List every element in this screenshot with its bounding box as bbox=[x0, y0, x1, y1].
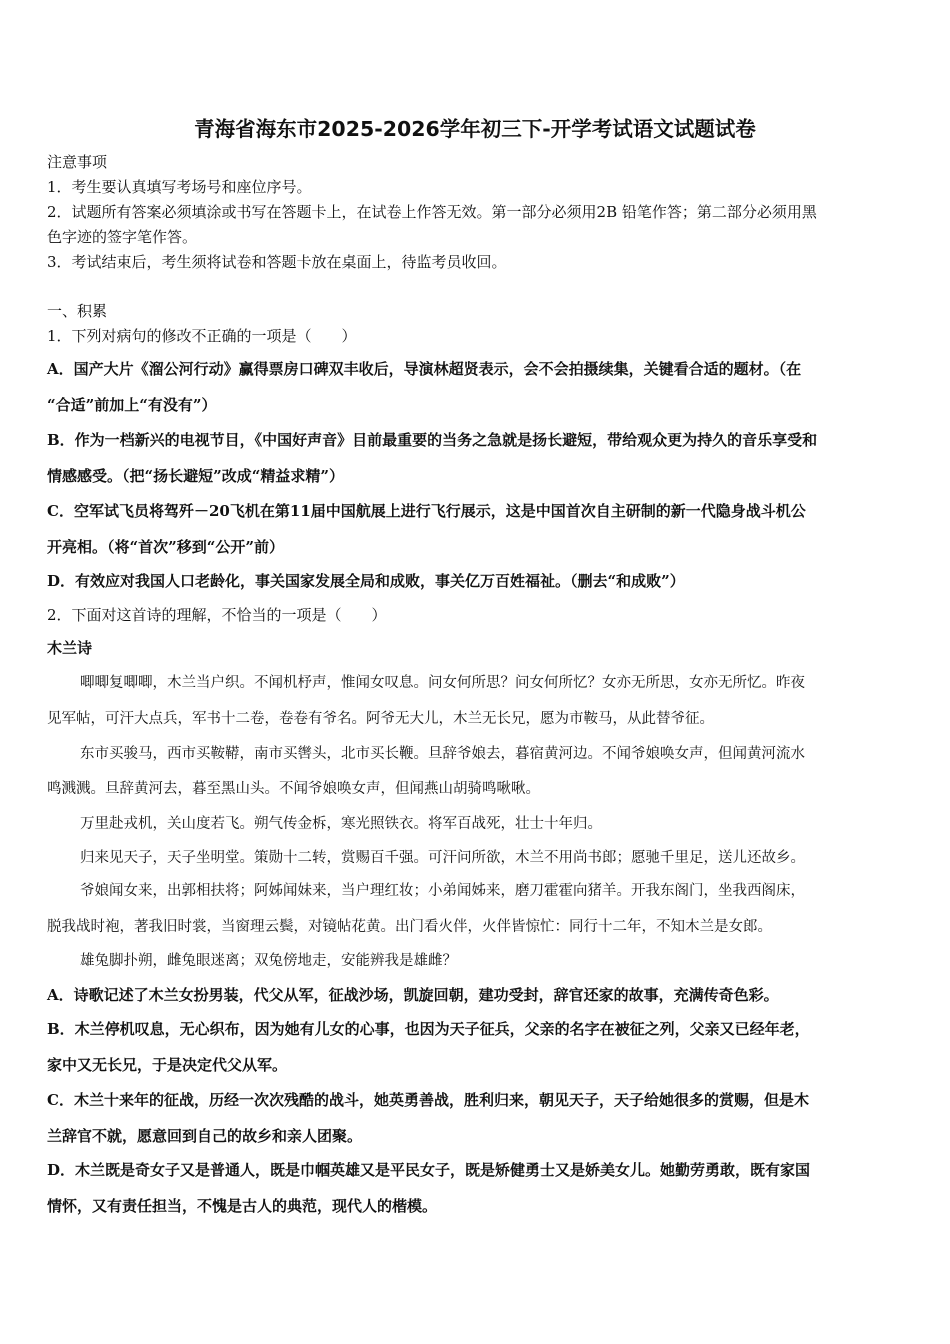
option-line: D．木兰既是奇女子又是普通人，既是巾帼英雄又是平民女子，既是矫健勇士又是娇美女儿。她勤劳勇敢，既有家国 bbox=[47, 1161, 811, 1179]
option-line: A．国产大片《溜公河行动》赢得票房口碑双丰收后，导演林超贤表示，会不会拍摄续集，关键看合适的题材。（在 bbox=[47, 360, 802, 378]
section-heading: 一、积累 bbox=[47, 302, 108, 320]
option-line: 家中又无长兄，于是决定代父从军。 bbox=[47, 1056, 288, 1074]
option-line: 情感感受。（把“扬长避短”改成“精益求精”） bbox=[47, 467, 345, 485]
poem-line: 雄兔脚扑朔，雌兔眼迷离；双兔傍地走，安能辨我是雄雌？ bbox=[80, 953, 457, 969]
option-line: C．木兰十来年的征战，历经一次次残酷的战斗，她英勇善战，胜利归来，朝见天子，天子给她很多的赏赐，但是木 bbox=[47, 1091, 809, 1109]
option-line: 情怀，又有责任担当，不愧是古人的典范，现代人的楷模。 bbox=[47, 1197, 438, 1215]
option-line: A．诗歌记述了木兰女扮男装，代父从军，征战沙场，凯旋回朝，建功受封，辞官还家的故事，充满传奇色彩。 bbox=[47, 986, 779, 1004]
notice-item: 色字迹的签字笔作答。 bbox=[47, 228, 198, 246]
option-line: D．有效应对我国人口老龄化，事关国家发展全局和成败，事关亿万百姓福祉。（删去“和成败”） bbox=[47, 572, 685, 590]
option-line: B．作为一档新兴的电视节目，《中国好声音》目前最重要的当务之急就是扬长避短，带给观众更为持久的音乐享受和 bbox=[47, 431, 818, 449]
poem-line: 唧唧复唧唧，木兰当户织。不闻机杼声，惟闻女叹息。问女何所思？问女何所忆？女亦无所思，女亦无所忆。昨夜 bbox=[80, 675, 805, 691]
option-line: C．空军试飞员将驾歼－20飞机在第11届中国航展上进行飞行展示，这是中国首次自主研制的新一代隐身战斗机公 bbox=[47, 502, 806, 520]
notice-item: 3．考试结束后，考生须将试卷和答题卡放在桌面上，待监考员收回。 bbox=[47, 253, 507, 271]
poem-line: 万里赴戎机，关山度若飞。朔气传金柝，寒光照铁衣。将军百战死，壮士十年归。 bbox=[80, 816, 602, 832]
option-line: “合适”前加上“有没有”） bbox=[47, 396, 217, 414]
poem-line: 见军帖，可汗大点兵，军书十二卷，卷卷有爷名。阿爷无大儿，木兰无长兄，愿为市鞍马，从此替爷征。 bbox=[47, 711, 714, 727]
option-line: B．木兰停机叹息，无心织布，因为她有儿女的心事，也因为天子征兵，父亲的名字在被征之列，父亲又已经年老， bbox=[47, 1020, 810, 1038]
page-title: 青海省海东市2025-2026学年初三下-开学考试语文试题试卷 bbox=[194, 117, 756, 141]
question-stem: 1．下列对病句的修改不正确的一项是（ ） bbox=[47, 327, 357, 345]
poem-line: 东市买骏马，西市买鞍鞯，南市买辔头，北市买长鞭。旦辞爷娘去，暮宿黄河边。不闻爷娘唤女声，但闻黄河流水 bbox=[80, 746, 805, 762]
poem-title: 木兰诗 bbox=[47, 639, 93, 657]
notice-item: 2．试题所有答案必须填涂或书写在答题卡上，在试卷上作答无效。第一部分必须用2B 铅笔作答；第二部分必须用黑 bbox=[47, 203, 817, 221]
poem-line: 归来见天子，天子坐明堂。策勋十二转，赏赐百千强。可汗问所欲，木兰不用尚书郎；愿驰千里足，送儿还故乡。 bbox=[80, 850, 805, 866]
poem-line: 鸣溅溅。旦辞黄河去，暮至黑山头。不闻爷娘唤女声，但闻燕山胡骑鸣啾啾。 bbox=[47, 781, 540, 797]
notice-item: 1．考生要认真填写考场号和座位序号。 bbox=[47, 178, 312, 196]
option-line: 开亮相。（将“首次”移到“公开”前） bbox=[47, 538, 285, 556]
notice-heading: 注意事项 bbox=[47, 153, 108, 171]
option-line: 兰辞官不就，愿意回到自己的故乡和亲人团聚。 bbox=[47, 1127, 363, 1145]
question-stem: 2．下面对这首诗的理解，不恰当的一项是（ ） bbox=[47, 606, 387, 624]
poem-line: 脱我战时袍，著我旧时裳，当窗理云鬓，对镜帖花黄。出门看火伴，火伴皆惊忙：同行十二年，不知木兰是女郎。 bbox=[47, 919, 772, 935]
poem-line: 爷娘闻女来，出郭相扶将；阿姊闻妹来，当户理红妆；小弟闻姊来，磨刀霍霍向猪羊。开我东阁门，坐我西阁床， bbox=[80, 883, 805, 899]
